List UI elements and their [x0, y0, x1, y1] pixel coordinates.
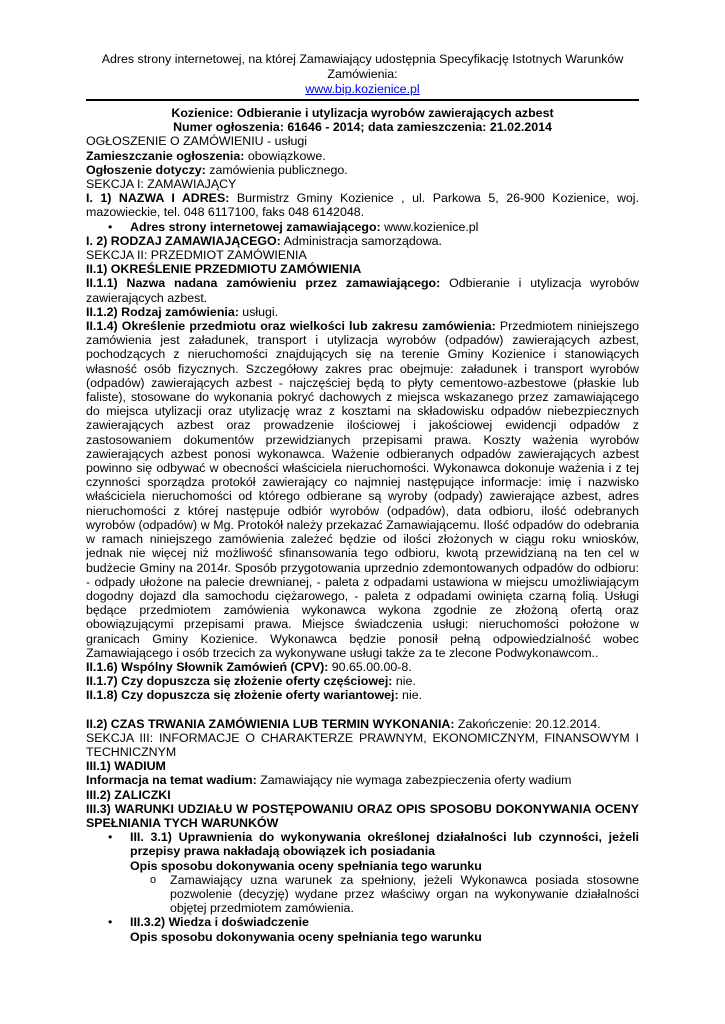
- website-list: [86, 220, 639, 234]
- address-label: I. 1) NAZWA I ADRES:: [86, 191, 230, 206]
- partial-offer-line: [86, 674, 639, 688]
- cpv-value: 90.65.00.00-8.: [328, 659, 412, 674]
- concerns-line: [86, 163, 639, 177]
- advances-heading: III.2) ZALICZKI: [86, 787, 171, 802]
- contract-name-value: Odbieranie i utylizacja wyrobów zawierających azbest.: [86, 276, 639, 305]
- partial-offer-label: II.1.7) Czy dopuszcza się złożenie oferty częściowej:: [86, 674, 393, 689]
- scope-description: [86, 319, 639, 660]
- authority-type-line: [86, 234, 639, 248]
- notice-number: Numer ogłoszenia: 61646 - 2014; data zamieszczenia: 21.02.2014: [173, 120, 552, 135]
- wadium-line: [86, 773, 639, 787]
- contract-kind-line: [86, 305, 639, 319]
- wadium-label: Informacja na temat wadium:: [86, 773, 257, 788]
- authority-type-value: Administracja samorządowa.: [280, 233, 442, 248]
- authority-type-label: I. 2) RODZAJ ZAMAWIAJĄCEGO:: [86, 233, 281, 248]
- condition-title: • III. 3.1) Uprawnienia do wykonywania określonej działalności lub czynności, jeżeli przepisy prawa nakładają obowiązek ich posiadania: [130, 830, 639, 859]
- variant-offer-label: II.1.8) Czy dopuszcza się złożenie oferty wariantowej:: [86, 688, 399, 703]
- duration-line: [86, 717, 639, 731]
- conditions-heading: III.3) WARUNKI UDZIAŁU W POSTĘPOWANIU ORAZ OPIS SPOSOBU DOKONYWANIA OCENY SPEŁNIANIA TYCH WARUNKÓW: [86, 801, 639, 830]
- list-item: [130, 220, 639, 234]
- cpv-label: II.1.6) Wspólny Słownik Zamówień (CPV):: [86, 659, 329, 674]
- condition-sublist: [130, 873, 639, 916]
- list-item: [130, 830, 639, 915]
- placement-value: obowiązkowe.: [244, 148, 326, 163]
- condition-desc: Opis sposobu dokonywania oceny spełniania tego warunku: [130, 858, 482, 873]
- wadium-value: Zamawiający nie wymaga zabezpieczenia oferty wadium: [256, 773, 572, 788]
- section2-heading: SEKCJA II: PRZEDMIOT ZAMÓWIENIA: [86, 248, 307, 263]
- list-item: o Zamawiający uzna warunek za spełniony, jeżeli Wykonawca posiada stosowne pozwolenie (decyzję) wydane przez właściwy organ na wykonywanie działalności objętej przedmiotem zamówienia.: [170, 873, 639, 916]
- scope-label: II.1.4) Określenie przedmiotu oraz wielkości lub zakresu zamówienia:: [86, 319, 496, 334]
- placement-label: Zamieszczanie ogłoszenia:: [86, 148, 245, 163]
- contracting-authority-address: [86, 191, 639, 219]
- contract-name-line: [86, 276, 639, 304]
- website-label: Adres strony internetowej zamawiającego:: [130, 219, 381, 234]
- partial-offer-value: nie.: [392, 674, 416, 689]
- bip-link[interactable]: www.bip.kozienice.pl: [305, 82, 420, 96]
- duration-label: II.2) CZAS TRWANIA ZAMÓWIENIA LUB TERMIN WYKONANIA:: [86, 716, 455, 731]
- address-value: Burmistrz Gminy Kozienice , ul. Parkowa 5, 26-900 Kozienice, woj. mazowieckie, tel. 048 6117100, faks 048 6142048.: [86, 191, 639, 220]
- header-divider: [86, 99, 639, 101]
- condition-desc: Opis sposobu dokonywania oceny spełniania tego warunku: [130, 929, 482, 944]
- website-value: www.kozienice.pl: [380, 219, 479, 234]
- subject-definition-heading: II.1) OKREŚLENIE PRZEDMIOTU ZAMÓWIENIA: [86, 262, 362, 277]
- conditions-list: [86, 830, 639, 944]
- concerns-value: zamówienia publicznego.: [205, 162, 348, 177]
- contract-kind-label: II.1.2) Rodzaj zamówienia:: [86, 304, 239, 319]
- duration-value: Zakończenie: 20.12.2014.: [454, 716, 601, 731]
- notice-type: OGŁOSZENIE O ZAMÓWIENIU - usługi: [86, 134, 307, 149]
- notice-body: [86, 106, 639, 944]
- document-header: [86, 52, 639, 97]
- contract-kind-value: usługi.: [238, 304, 279, 319]
- variant-offer-line: [86, 688, 639, 702]
- scope-value: Przedmiotem niniejszego zamówienia jest załadunek, transport i utylizacja wyrobów (odpadów) zawierających azbest, pochodzących z nieruchomości znajdujących się na terenie Gminy Kozienice i stanowiących własność osób fizycznych. Szczegółowy zakres prac obejmuje: załadunek i transport wyrobów (odpadów) zawierających azbest - najczęściej będą to płyty cementowo-azbestowe (płaskie lub faliste), stosowane do wykonania pokryć dachowych z miejsca wskazanego przez zamawiającego do miejsca utylizacji oraz utylizację wraz z kosztami na składowisku odpadów niebezpiecznych zawierających azbest oraz prowadzenie ilościowej i jakościowej ewidencji odpadów z zastosowaniem dokumentów przewidzianych przepisami prawa. Koszty ważenia wyrobów zawierających azbest ponosi wykonawca. Ważenie odbieranych odpadów zawierających azbest powinno się odbywać w obecności właściciela nieruchomości. Wykonawca dokonuje ważenia i z tej czynności sporządza protokół zawierający co najmniej następujące informacje: imię i nazwisko właściciela nieruchomości od którego odbierane są wyroby (odpady) zawierające azbest, adres nieruchomości z której następuje odbiór wyrobów (odpadów), data odbioru, ilość odebranych wyrobów (odpadów) w Mg. Protokół należy przekazać Zamawiającemu. Ilość odpadów do odebrania w ramach niniejszego zamówienia zależeć będzie od ilości złożonych w ciągu roku wniosków, jednak nie więcej niż możliwość sfinansowania tego odbioru, kwotą przewidzianą na ten cel w budżecie Gminy na 2014r. Sposób przygotowania uprzednio zdemontowanych odpadów do odbioru: - odpady ułożone na palecie drewnianej, - paleta z odpadami ustawiona w miejscu umożliwiającym dogodny dojazd dla samochodu ciężarowego, - paleta z odpadami owinięta czarną folią. Usługi będące przedmiotem zamówienia wykonawca wykona zgodnie ze złożoną ofertą oraz obowiązującymi przepisami prawa. Miejsce świadczenia usługi: nieruchomości położone w granicach Gminy Kozienice. Wykonawca będzie ponosił pełną odpowiedzialność wobec Zamawiającego i osób trzecich za wykonywane usługi także za te zlecone Podwykonawcom..: [86, 319, 639, 660]
- wadium-heading: III.1) WADIUM: [86, 759, 166, 774]
- contract-name-label: II.1.1) Nazwa nadana zamówieniu przez zamawiającego:: [86, 276, 441, 291]
- variant-offer-value: nie.: [398, 688, 423, 703]
- cpv-line: [86, 660, 639, 674]
- condition-title: • III.3.2) Wiedza i doświadczenie: [130, 915, 309, 930]
- section1-heading: SEKCJA I: ZAMAWIAJĄCY: [86, 177, 237, 192]
- concerns-label: Ogłoszenie dotyczy:: [86, 162, 206, 177]
- notice-title: Kozienice: Odbieranie i utylizacja wyrobów zawierających azbest: [171, 106, 554, 120]
- section3-heading: SEKCJA III: INFORMACJE O CHARAKTERZE PRAWNYM, EKONOMICZNYM, FINANSOWYM I TECHNICZNYM: [86, 730, 639, 759]
- placement-line: [86, 149, 639, 163]
- header-intro: Adres strony internetowej, na której Zamawiający udostępnia Specyfikację Istotnych Warunków Zamówienia:: [101, 52, 624, 81]
- spacer: [86, 703, 639, 717]
- list-item: [130, 915, 639, 943]
